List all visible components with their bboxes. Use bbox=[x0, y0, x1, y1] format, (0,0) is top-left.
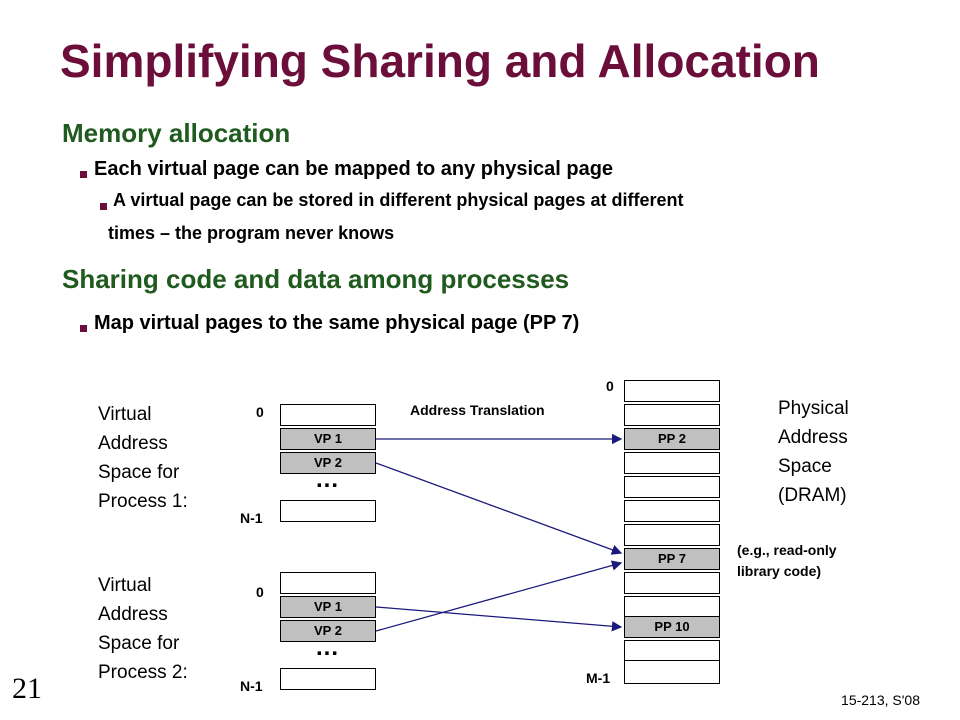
process2-start-label: 0 bbox=[256, 584, 264, 600]
label-line: Space bbox=[778, 456, 832, 477]
label-line: Process 1: bbox=[98, 491, 188, 512]
label-line: Space for bbox=[98, 633, 180, 654]
physical-page-pp10: PP 10 bbox=[624, 616, 720, 638]
process1-ellipsis: ... bbox=[316, 466, 340, 493]
physical-end-label: M-1 bbox=[586, 670, 611, 686]
physical-page-pp7: PP 7 bbox=[624, 548, 720, 570]
process2-ellipsis: ... bbox=[316, 634, 340, 661]
label-line: (DRAM) bbox=[778, 485, 847, 506]
footer-course-label: 15-213, S'08 bbox=[841, 692, 920, 708]
process1-end-label: N-1 bbox=[240, 510, 263, 526]
label-line: Virtual bbox=[98, 575, 152, 596]
section-heading-sharing: Sharing code and data among processes bbox=[62, 264, 570, 294]
arrow-p1-vp2-to-pp7 bbox=[376, 463, 621, 553]
process2-vp1: VP 1 bbox=[280, 596, 376, 618]
note-line: library code) bbox=[737, 563, 822, 579]
process1-start-label: 0 bbox=[256, 404, 264, 420]
process2-vp2: VP 2 bbox=[280, 620, 376, 642]
subbullet-line: times – the program never knows bbox=[108, 223, 395, 243]
slide-title: Simplifying Sharing and Allocation bbox=[60, 35, 820, 87]
label-line: Virtual bbox=[98, 404, 152, 425]
section-heading-memory-allocation: Memory allocation bbox=[62, 118, 291, 148]
physical-start-label: 0 bbox=[606, 378, 614, 394]
label-line: Physical bbox=[778, 398, 849, 419]
label-line: Address bbox=[98, 433, 168, 454]
note-line: (e.g., read-only bbox=[737, 542, 837, 558]
arrow-p2-vp1-to-pp10 bbox=[376, 607, 621, 627]
bullet-text: Each virtual page can be mapped to any physical page bbox=[94, 158, 614, 180]
subbullet-line: A virtual page can be stored in different physical pages at different bbox=[113, 190, 684, 210]
label-line: Address bbox=[778, 427, 848, 448]
bullet-text: Map virtual pages to the same physical page (PP 7) bbox=[94, 312, 580, 334]
process2-end-label: N-1 bbox=[240, 678, 263, 694]
process1-vp1: VP 1 bbox=[280, 428, 376, 450]
label-line: Address bbox=[98, 604, 168, 625]
label-line: Process 2: bbox=[98, 662, 188, 683]
address-translation-label: Address Translation bbox=[410, 402, 545, 418]
arrow-p2-vp2-to-pp7 bbox=[376, 563, 621, 631]
label-line: Space for bbox=[98, 462, 180, 483]
slide-number: 21 bbox=[12, 672, 42, 705]
process1-vp2: VP 2 bbox=[280, 452, 376, 474]
physical-page-pp2: PP 2 bbox=[624, 428, 720, 450]
